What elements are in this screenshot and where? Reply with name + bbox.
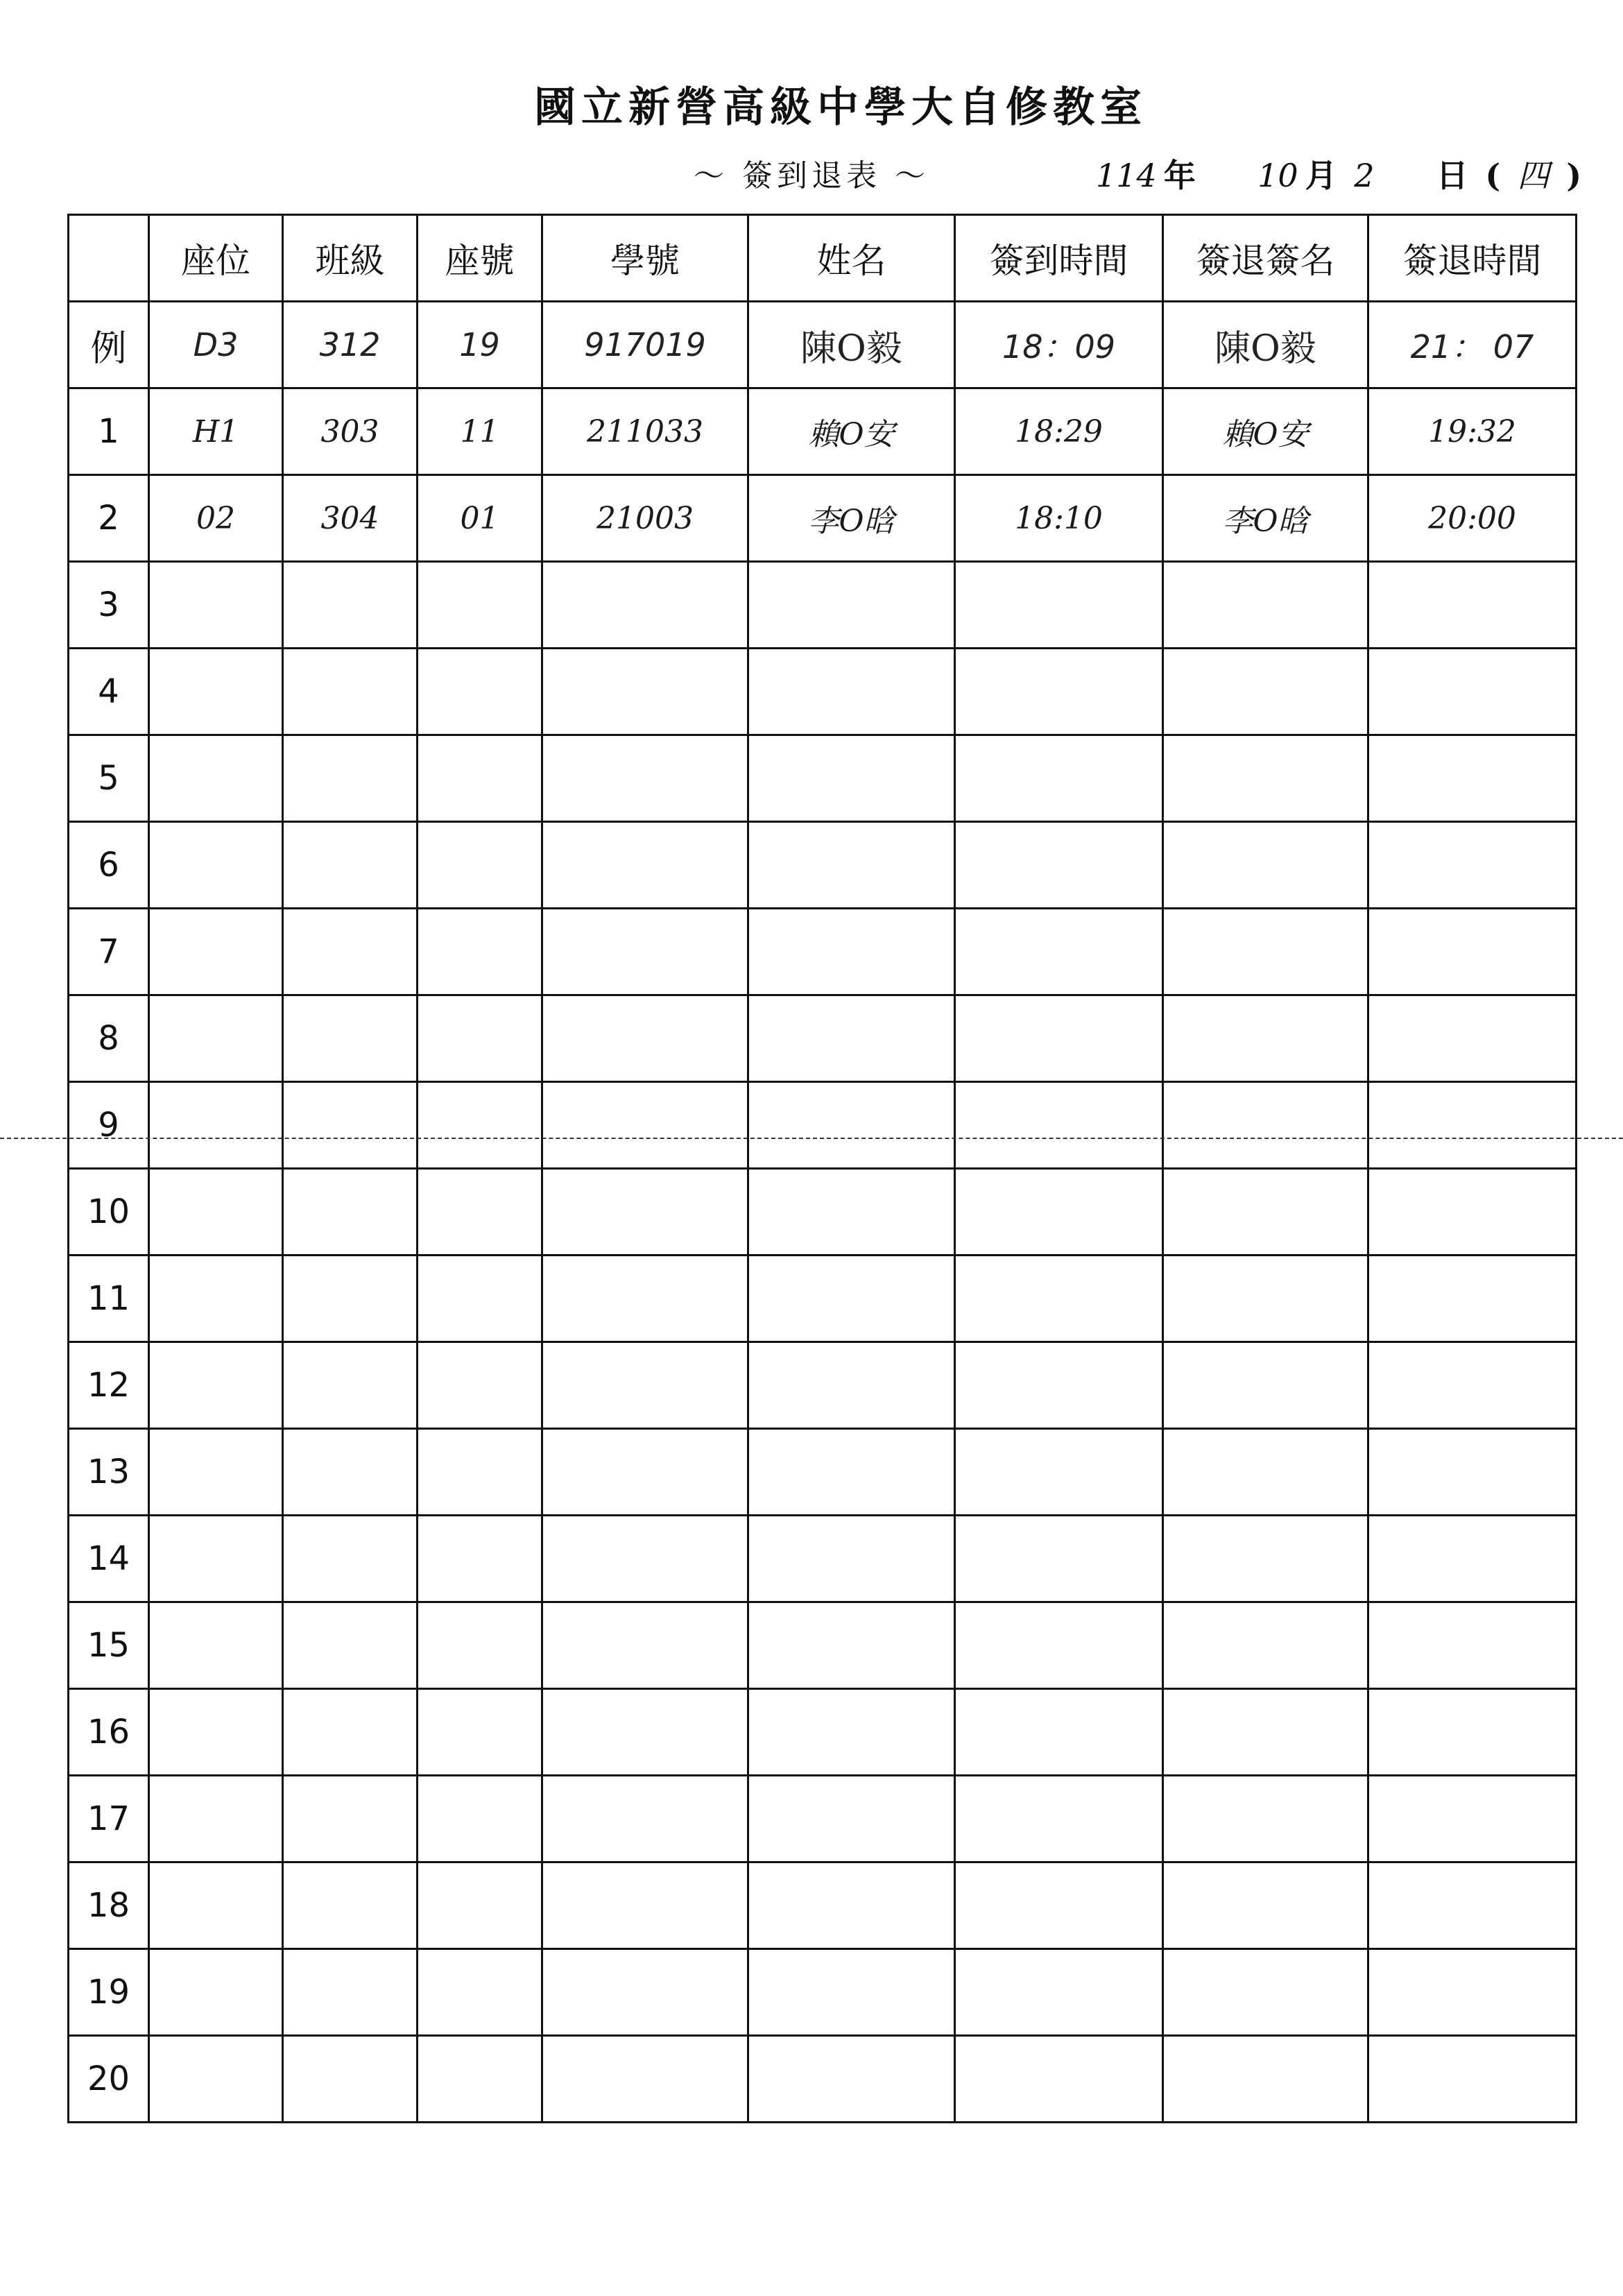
sign-out-signature-cell[interactable] xyxy=(1163,822,1368,909)
seat-no-cell[interactable] xyxy=(418,649,542,735)
class-cell[interactable] xyxy=(283,1862,418,1949)
name-cell[interactable] xyxy=(748,1082,955,1169)
row-number: 6 xyxy=(69,822,149,909)
example-label: 例 xyxy=(69,302,149,388)
seat-cell[interactable]: H1 xyxy=(149,388,283,475)
name-cell[interactable] xyxy=(748,995,955,1082)
seat-cell[interactable] xyxy=(149,1862,283,1949)
seat-no-cell[interactable]: 01 xyxy=(418,475,542,562)
sign-out-signature-cell[interactable] xyxy=(1163,1169,1368,1256)
sign-out-time-cell[interactable] xyxy=(1368,1082,1577,1169)
table-row xyxy=(69,1342,1577,1429)
class-cell[interactable]: 304 xyxy=(283,475,418,562)
col-header-sign-out-time: 簽退時間 xyxy=(1368,215,1577,302)
class-cell[interactable] xyxy=(283,822,418,909)
class-cell[interactable] xyxy=(283,1602,418,1689)
table-row xyxy=(69,1949,1577,2036)
class-cell[interactable] xyxy=(283,1256,418,1342)
class-cell[interactable] xyxy=(283,1429,418,1516)
row-number: 16 xyxy=(69,1689,149,1776)
weekday-close: ) xyxy=(1566,157,1582,194)
sign-out-signature-cell[interactable] xyxy=(1163,909,1368,995)
seat-no-cell[interactable] xyxy=(418,562,542,649)
seat-cell[interactable] xyxy=(149,1689,283,1776)
student-id-cell[interactable] xyxy=(542,1082,748,1169)
seat-cell[interactable] xyxy=(149,909,283,995)
row-number: 1 xyxy=(69,388,149,475)
sign-out-signature-cell[interactable] xyxy=(1163,1516,1368,1602)
header-row xyxy=(69,215,1577,302)
sign-in-time-cell[interactable] xyxy=(955,1862,1163,1949)
table-row xyxy=(69,735,1577,822)
sign-out-time-cell[interactable]: 19:32 xyxy=(1368,388,1577,475)
name-cell[interactable] xyxy=(748,1429,955,1516)
sign-in-time-cell[interactable] xyxy=(955,649,1163,735)
sign-in-time-cell[interactable] xyxy=(955,1256,1163,1342)
date-year-label: 年 xyxy=(1163,157,1196,194)
sign-out-time-cell[interactable] xyxy=(1368,1342,1577,1429)
weekday-open: ( xyxy=(1485,157,1501,194)
name-cell[interactable] xyxy=(748,1256,955,1342)
example-student-id: 917019 xyxy=(542,302,748,388)
seat-cell[interactable] xyxy=(149,562,283,649)
row-number: 9 xyxy=(69,1082,149,1169)
date-weekday: 四 xyxy=(1517,157,1549,194)
sign-out-time-cell[interactable] xyxy=(1368,1602,1577,1689)
sign-in-time-cell[interactable] xyxy=(955,1949,1163,2036)
seat-no-cell[interactable] xyxy=(418,1949,542,2036)
class-cell[interactable] xyxy=(283,649,418,735)
name-cell[interactable] xyxy=(748,822,955,909)
student-id-cell[interactable] xyxy=(542,1862,748,1949)
row-number: 4 xyxy=(69,649,149,735)
date-month: 10 xyxy=(1257,157,1298,194)
row-number: 8 xyxy=(69,995,149,1082)
form-subtitle: ～ 簽到退表 ～ xyxy=(694,158,929,194)
table-row xyxy=(69,1169,1577,1256)
seat-cell[interactable] xyxy=(149,1342,283,1429)
seat-cell[interactable] xyxy=(149,649,283,735)
seat-no-cell[interactable] xyxy=(418,1342,542,1429)
example-seat: D3 xyxy=(149,302,283,388)
class-cell[interactable] xyxy=(283,1082,418,1169)
seat-cell[interactable] xyxy=(149,1256,283,1342)
seat-cell[interactable] xyxy=(149,1776,283,1862)
seat-no-cell[interactable] xyxy=(418,1516,542,1602)
class-cell[interactable] xyxy=(283,1342,418,1429)
sign-out-signature-cell[interactable] xyxy=(1163,2036,1368,2123)
table-row xyxy=(69,649,1577,735)
example-sign-out-signature: 陳O毅 xyxy=(1163,302,1368,388)
sign-out-time-cell[interactable] xyxy=(1368,1169,1577,1256)
class-cell[interactable] xyxy=(283,1169,418,1256)
sign-in-time-cell[interactable] xyxy=(955,1082,1163,1169)
seat-no-cell[interactable] xyxy=(418,1082,542,1169)
sign-in-time-cell[interactable] xyxy=(955,562,1163,649)
row-number: 7 xyxy=(69,909,149,995)
name-cell[interactable] xyxy=(748,1776,955,1862)
row-number: 15 xyxy=(69,1602,149,1689)
example-sign-in-time: 18：09 xyxy=(955,302,1163,388)
seat-no-cell[interactable] xyxy=(418,1429,542,1516)
row-number: 2 xyxy=(69,475,149,562)
sign-out-signature-cell[interactable] xyxy=(1163,735,1368,822)
sign-in-time-cell[interactable] xyxy=(955,1776,1163,1862)
class-cell[interactable] xyxy=(283,995,418,1082)
table-row xyxy=(69,562,1577,649)
name-cell[interactable] xyxy=(748,1169,955,1256)
student-id-cell[interactable] xyxy=(542,1169,748,1256)
student-id-cell[interactable] xyxy=(542,1689,748,1776)
name-cell[interactable] xyxy=(748,1602,955,1689)
student-id-cell[interactable] xyxy=(542,995,748,1082)
table-row xyxy=(69,1862,1577,1949)
row-number: 12 xyxy=(69,1342,149,1429)
table-row xyxy=(69,388,1577,475)
seat-no-cell[interactable] xyxy=(418,909,542,995)
table-row xyxy=(69,909,1577,995)
sign-in-time-cell[interactable] xyxy=(955,1689,1163,1776)
seat-cell[interactable] xyxy=(149,735,283,822)
table-row xyxy=(69,822,1577,909)
sign-out-signature-cell[interactable] xyxy=(1163,1949,1368,2036)
sign-in-time-cell[interactable] xyxy=(955,909,1163,995)
date-month-label: 月 xyxy=(1305,157,1337,194)
student-id-cell[interactable] xyxy=(542,1256,748,1342)
table-row xyxy=(69,1602,1577,1689)
row-number: 3 xyxy=(69,562,149,649)
sign-out-signature-cell[interactable] xyxy=(1163,1776,1368,1862)
sign-out-time-cell[interactable]: 20:00 xyxy=(1368,475,1577,562)
student-id-cell[interactable] xyxy=(542,1602,748,1689)
seat-no-cell[interactable] xyxy=(418,1169,542,1256)
seat-cell[interactable] xyxy=(149,1169,283,1256)
sign-out-time-cell[interactable] xyxy=(1368,1429,1577,1516)
sign-out-signature-cell[interactable] xyxy=(1163,562,1368,649)
sign-out-time-cell[interactable] xyxy=(1368,2036,1577,2123)
class-cell[interactable] xyxy=(283,1776,418,1862)
name-cell[interactable] xyxy=(748,909,955,995)
seat-no-cell[interactable] xyxy=(418,1689,542,1776)
seat-no-cell[interactable] xyxy=(418,995,542,1082)
table-row xyxy=(69,2036,1577,2123)
fold-line xyxy=(0,1138,1623,1139)
seat-no-cell[interactable] xyxy=(418,1256,542,1342)
sign-out-signature-cell[interactable] xyxy=(1163,1689,1368,1776)
example-class: 312 xyxy=(283,302,418,388)
seat-no-cell[interactable] xyxy=(418,735,542,822)
seat-cell[interactable] xyxy=(149,1516,283,1602)
col-header-name: 姓名 xyxy=(748,215,955,302)
seat-no-cell[interactable]: 11 xyxy=(418,388,542,475)
class-cell[interactable] xyxy=(283,1516,418,1602)
class-cell[interactable] xyxy=(283,735,418,822)
date-line xyxy=(1096,151,1588,200)
table-row xyxy=(69,1776,1577,1862)
seat-cell[interactable] xyxy=(149,822,283,909)
class-cell[interactable] xyxy=(283,562,418,649)
sign-in-time-cell[interactable] xyxy=(955,735,1163,822)
seat-no-cell[interactable] xyxy=(418,822,542,909)
sign-out-signature-cell[interactable] xyxy=(1163,1256,1368,1342)
table-row xyxy=(69,1256,1577,1342)
student-id-cell[interactable] xyxy=(542,822,748,909)
table-row xyxy=(69,1689,1577,1776)
page-title: 國立新營高級中學大自修教室 xyxy=(534,83,1147,132)
col-header-index xyxy=(69,215,149,302)
table-row xyxy=(69,1082,1577,1169)
class-cell[interactable]: 303 xyxy=(283,388,418,475)
row-number: 5 xyxy=(69,735,149,822)
sign-out-time-cell[interactable] xyxy=(1368,1516,1577,1602)
name-cell[interactable] xyxy=(748,1949,955,2036)
example-name: 陳O毅 xyxy=(748,302,955,388)
class-cell[interactable] xyxy=(283,1949,418,2036)
sign-in-time-cell[interactable] xyxy=(955,2036,1163,2123)
sign-out-time-cell[interactable] xyxy=(1368,822,1577,909)
student-id-cell[interactable] xyxy=(542,2036,748,2123)
row-number: 13 xyxy=(69,1429,149,1516)
date-day-label: 日 xyxy=(1436,157,1468,194)
seat-no-cell[interactable] xyxy=(418,1602,542,1689)
sign-out-time-cell[interactable] xyxy=(1368,909,1577,995)
col-header-class: 班級 xyxy=(283,215,418,302)
sign-out-time-cell[interactable] xyxy=(1368,1256,1577,1342)
date-year: 114 xyxy=(1096,157,1157,194)
seat-no-cell[interactable] xyxy=(418,1862,542,1949)
sign-out-time-cell[interactable] xyxy=(1368,735,1577,822)
table-row xyxy=(69,475,1577,562)
sign-out-signature-cell[interactable] xyxy=(1163,1082,1368,1169)
student-id-cell[interactable] xyxy=(542,909,748,995)
row-number: 19 xyxy=(69,1949,149,2036)
seat-no-cell[interactable] xyxy=(418,2036,542,2123)
sign-out-signature-cell[interactable] xyxy=(1163,649,1368,735)
name-cell[interactable] xyxy=(748,1342,955,1429)
col-header-sign-in-time: 簽到時間 xyxy=(955,215,1163,302)
student-id-cell[interactable] xyxy=(542,1776,748,1862)
col-header-seat-no: 座號 xyxy=(418,215,542,302)
name-cell[interactable] xyxy=(748,649,955,735)
sign-out-signature-cell[interactable] xyxy=(1163,1342,1368,1429)
sign-out-signature-cell[interactable] xyxy=(1163,1429,1368,1516)
seat-cell[interactable] xyxy=(149,1949,283,2036)
name-cell[interactable]: 李O晗 xyxy=(748,475,955,562)
sign-out-signature-cell[interactable] xyxy=(1163,1602,1368,1689)
name-cell[interactable] xyxy=(748,562,955,649)
sign-out-signature-cell[interactable] xyxy=(1163,1862,1368,1949)
sign-out-signature-cell[interactable]: 李O晗 xyxy=(1163,475,1368,562)
sign-out-signature-cell[interactable]: 賴O安 xyxy=(1163,388,1368,475)
sign-out-signature-cell[interactable] xyxy=(1163,995,1368,1082)
row-number: 10 xyxy=(69,1169,149,1256)
student-id-cell[interactable] xyxy=(542,562,748,649)
sign-in-time-cell[interactable] xyxy=(955,1342,1163,1429)
example-row xyxy=(69,302,1577,388)
name-cell[interactable] xyxy=(748,735,955,822)
student-id-cell[interactable] xyxy=(542,735,748,822)
sign-in-time-cell[interactable] xyxy=(955,1602,1163,1689)
class-cell[interactable] xyxy=(283,2036,418,2123)
student-id-cell[interactable] xyxy=(542,1516,748,1602)
name-cell[interactable]: 賴O安 xyxy=(748,388,955,475)
seat-cell[interactable] xyxy=(149,2036,283,2123)
row-number: 14 xyxy=(69,1516,149,1602)
sign-in-time-cell[interactable]: 18:10 xyxy=(955,475,1163,562)
example-sign-out-time: 21： 07 xyxy=(1368,302,1577,388)
seat-cell[interactable]: 02 xyxy=(149,475,283,562)
class-cell[interactable] xyxy=(283,909,418,995)
date-day: 2 xyxy=(1354,157,1375,194)
seat-cell[interactable] xyxy=(149,995,283,1082)
sign-in-time-cell[interactable] xyxy=(955,1516,1163,1602)
student-id-cell[interactable] xyxy=(542,1342,748,1429)
name-cell[interactable] xyxy=(748,2036,955,2123)
row-number: 20 xyxy=(69,2036,149,2123)
sign-in-time-cell[interactable] xyxy=(955,822,1163,909)
name-cell[interactable] xyxy=(748,1689,955,1776)
class-cell[interactable] xyxy=(283,1689,418,1776)
row-number: 11 xyxy=(69,1256,149,1342)
sign-in-time-cell[interactable] xyxy=(955,1429,1163,1516)
sign-out-time-cell[interactable] xyxy=(1368,995,1577,1082)
sign-in-out-table xyxy=(67,214,1577,2123)
student-id-cell[interactable]: 21003 xyxy=(542,475,748,562)
sign-out-time-cell[interactable] xyxy=(1368,649,1577,735)
sign-out-time-cell[interactable] xyxy=(1368,1862,1577,1949)
table-row xyxy=(69,995,1577,1082)
example-seat-no: 19 xyxy=(418,302,542,388)
student-id-cell[interactable]: 211033 xyxy=(542,388,748,475)
name-cell[interactable] xyxy=(748,1516,955,1602)
sign-out-time-cell[interactable] xyxy=(1368,1689,1577,1776)
sign-in-time-cell[interactable] xyxy=(955,1169,1163,1256)
sign-out-time-cell[interactable] xyxy=(1368,1776,1577,1862)
student-id-cell[interactable] xyxy=(542,649,748,735)
seat-cell[interactable] xyxy=(149,1429,283,1516)
student-id-cell[interactable] xyxy=(542,1429,748,1516)
table-row xyxy=(69,1429,1577,1516)
sign-out-time-cell[interactable] xyxy=(1368,562,1577,649)
row-number: 17 xyxy=(69,1776,149,1862)
seat-cell[interactable] xyxy=(149,1602,283,1689)
seat-no-cell[interactable] xyxy=(418,1776,542,1862)
name-cell[interactable] xyxy=(748,1862,955,1949)
seat-cell[interactable] xyxy=(149,1082,283,1169)
col-header-seat: 座位 xyxy=(149,215,283,302)
sign-out-time-cell[interactable] xyxy=(1368,1949,1577,2036)
table-row xyxy=(69,1516,1577,1602)
sign-in-time-cell[interactable] xyxy=(955,995,1163,1082)
row-number: 18 xyxy=(69,1862,149,1949)
col-header-student-id: 學號 xyxy=(542,215,748,302)
student-id-cell[interactable] xyxy=(542,1949,748,2036)
col-header-sign-out-signature: 簽退簽名 xyxy=(1163,215,1368,302)
sign-in-time-cell[interactable]: 18:29 xyxy=(955,388,1163,475)
